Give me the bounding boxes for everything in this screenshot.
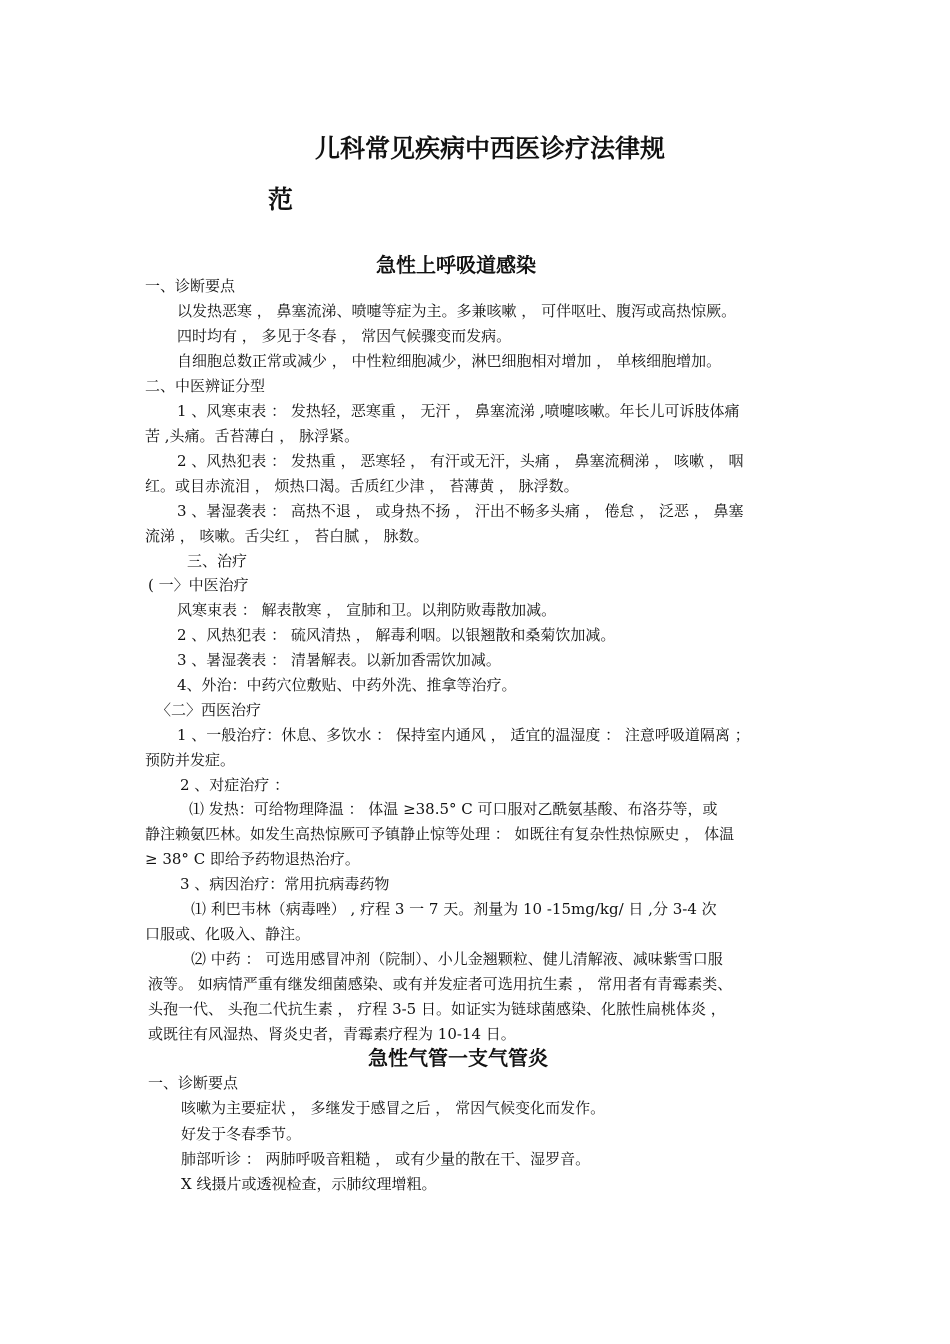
- section-subheading: 一、诊断要点: [148, 1074, 239, 1092]
- body-line: 3 、病因治疗：常用抗病毒药物: [180, 875, 390, 893]
- body-line: 肺部听诊 ： 两肺呼吸音粗糙 ， 或有少量的散在干、湿罗音。: [181, 1150, 591, 1168]
- section-subheading: 二、中医辨证分型: [145, 377, 266, 395]
- body-line: 3 、暑湿袭表 ： 清暑解表。以新加香需饮加减。: [177, 651, 501, 669]
- section-subheading: 一、诊断要点: [145, 277, 236, 295]
- body-line: 以发热恶寒 ， 鼻塞流涕、喷嚏等症为主。多兼咳嗽 ， 可伴呕吐、腹泻或高热惊厥。: [177, 302, 737, 320]
- body-line: 自细胞总数正常或减少 ， 中性粒细胞减少，淋巴细胞相对增加 ， 单核细胞增加。: [177, 352, 722, 370]
- body-line: 1 、风寒束表 ： 发热轻，恶寒重 ， 无汗 ， 鼻塞流涕 ,喷嚏咳嗽。年长儿可诉肢体痛: [177, 402, 740, 420]
- document-title-line1: 儿科常见疾病中西医诊疗法律规: [315, 134, 666, 163]
- body-line: ⑴ 发热：可给物理降温 ： 体温 ≥38.5° C 可口服对乙酰氨基酸、布洛芬等，或: [189, 800, 718, 818]
- body-line: 液等。 如病情严重有继发细菌感染、或有并发症者可选用抗生素 ， 常用者有青霉素类、: [148, 975, 733, 993]
- body-line: 或既往有风湿热、肾炎史者，青霉素疗程为 10-14 日。: [148, 1025, 516, 1043]
- body-line: 头孢一代、 头孢二代抗生素 ， 疗程 3-5 日。如证实为链球菌感染、化脓性扁桃体炎 ，: [148, 1000, 726, 1018]
- section-subheading: ( 一〉中医治疗: [148, 576, 249, 594]
- body-line: ≥ 38° C 即给予药物退热治疗。: [145, 850, 360, 868]
- body-line: ⑵ 中药 ： 可选用感冒冲剂（院制）、小儿金翘颗粒、健儿清解液、减味紫雪口服: [191, 950, 723, 968]
- section-subheading: 三、治疗: [187, 552, 248, 570]
- body-line: 4、外治：中药穴位敷贴、中药外洗、推拿等治疗。: [177, 676, 517, 694]
- body-line: 好发于冬春季节。: [181, 1125, 302, 1143]
- body-line: 四时均有 ， 多见于冬春 ， 常因气候骤变而发病。: [177, 327, 512, 345]
- body-line: 预防并发症。: [145, 751, 236, 769]
- body-line: 风寒束表 ： 解表散寒 ， 宣肺和卫。以荆防败毒散加减。: [177, 601, 557, 619]
- body-line: ⑴ 利巴韦林（病毒唑） , 疗程 3 一 7 天。剂量为 10 -15mg/kg/ 日 ,分 3-4 次: [191, 900, 717, 918]
- body-line: 流涕 ， 咳嗽。舌尖红 ， 苔白腻 ， 脉数。: [145, 527, 429, 545]
- body-line: 咳嗽为主要症状 ， 多继发于感冒之后 ， 常因气候变化而发作。: [181, 1099, 606, 1117]
- body-line: 红。或目赤流泪 ， 烦热口渴。舌质红少津 ， 苔薄黄 ， 脉浮数。: [145, 477, 579, 495]
- body-line: 1 、一般治疗：休息、多饮水 ： 保持室内通风 ， 适宜的温湿度 ： 注意呼吸道隔离 ；: [177, 726, 750, 744]
- body-line: 2 、对症治疗 ：: [180, 776, 290, 794]
- body-line: 口服或、化吸入、静注。: [145, 925, 311, 943]
- body-line: X 线摄片或透视检查，示肺纹理增粗。: [181, 1175, 437, 1193]
- section-heading-bronchitis: 急性气管一支气管炎: [368, 1046, 548, 1070]
- body-line: 2 、风热犯表 ： 硫风清热 ， 解毒利咽。以银翘散和桑菊饮加减。: [177, 626, 616, 644]
- section-subheading: 〈二〉西医治疗: [156, 701, 262, 719]
- body-line: 2 、风热犯表 ： 发热重 ， 恶寒轻 ， 有汗或无汗，头痛 ， 鼻塞流稠涕 ， 咳嗽 ， 咽: [177, 452, 744, 470]
- body-line: 静注赖氨匹林。如发生高热惊厥可予镇静止惊等处理 ： 如既往有复杂性热惊厥史 ， 体温: [145, 825, 735, 843]
- body-line: 3 、暑湿袭表 ： 高热不退 ， 或身热不扬 ， 汗出不畅多头痛 ， 倦怠 ， 泛恶 ， 鼻塞: [177, 502, 744, 520]
- document-title-line2: 范: [268, 185, 294, 214]
- section-heading-urti: 急性上呼吸道感染: [376, 253, 536, 277]
- body-line: 苦 ,头痛。舌苔薄白 ， 脉浮紧。: [145, 427, 360, 445]
